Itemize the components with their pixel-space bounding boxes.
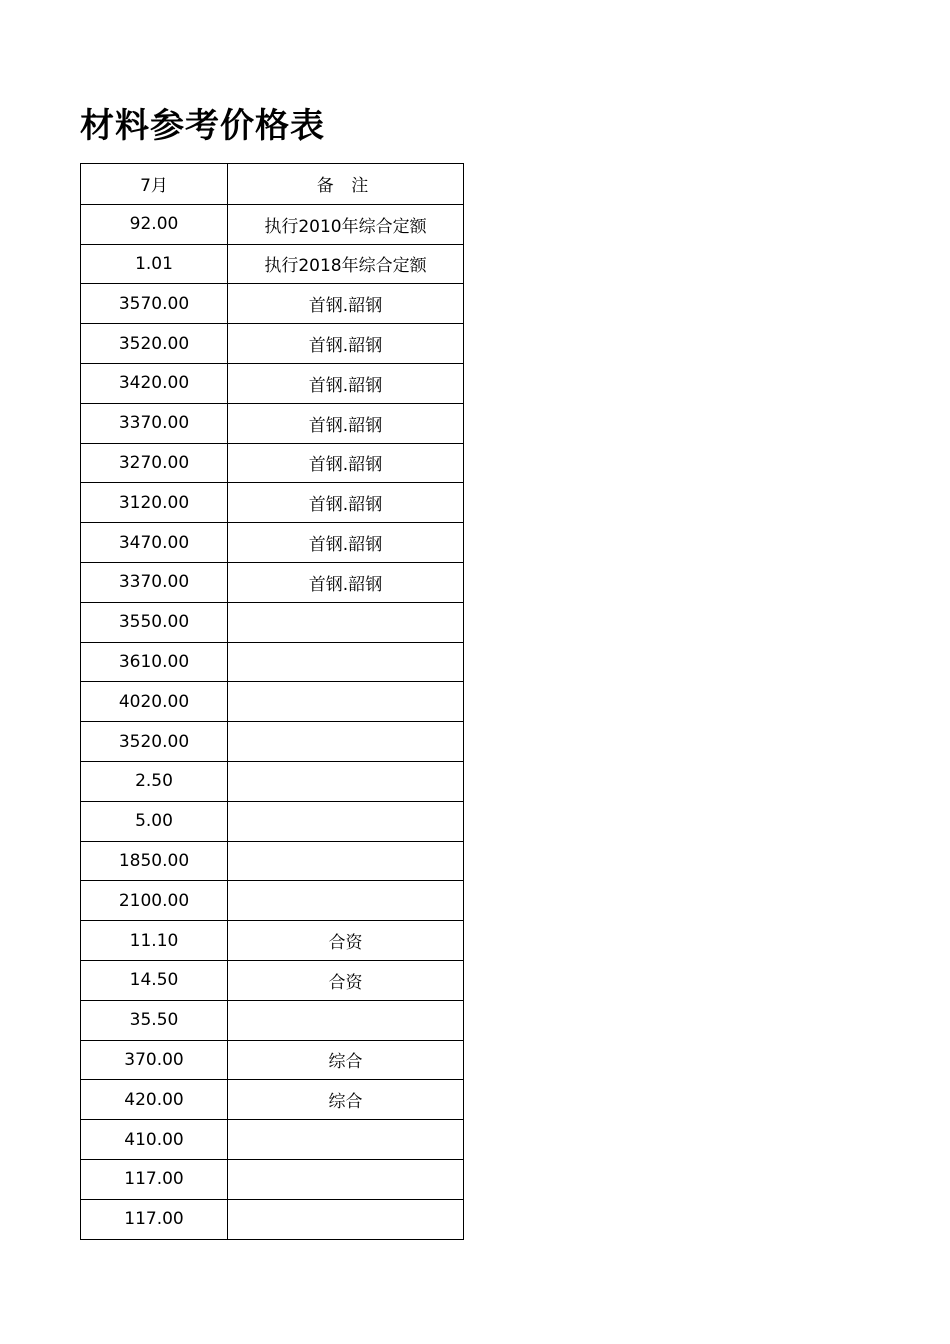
table-row bbox=[81, 523, 464, 563]
table-row bbox=[81, 363, 464, 403]
note-cell bbox=[228, 801, 464, 841]
column-header-note: 备 注 bbox=[228, 164, 464, 205]
note-cell: 综合 bbox=[228, 1040, 464, 1080]
table-row bbox=[81, 1000, 464, 1040]
price-cell: 11.10 bbox=[81, 921, 228, 961]
note-cell bbox=[228, 881, 464, 921]
note-cell bbox=[228, 642, 464, 682]
note-cell: 首钢.韶钢 bbox=[228, 523, 464, 563]
table-row bbox=[81, 841, 464, 881]
table-body bbox=[81, 164, 464, 1240]
note-cell: 首钢.韶钢 bbox=[228, 284, 464, 324]
note-cell bbox=[228, 761, 464, 801]
table-row bbox=[81, 324, 464, 364]
table-row bbox=[81, 722, 464, 762]
table-row bbox=[81, 642, 464, 682]
price-cell: 3270.00 bbox=[81, 443, 228, 483]
table-row bbox=[81, 921, 464, 961]
price-table bbox=[80, 163, 464, 1240]
column-header-price: 7月 bbox=[81, 164, 228, 205]
table-row bbox=[81, 1199, 464, 1239]
note-cell: 首钢.韶钢 bbox=[228, 363, 464, 403]
price-cell: 5.00 bbox=[81, 801, 228, 841]
note-cell: 执行2018年综合定额 bbox=[228, 244, 464, 284]
table-header-row bbox=[81, 164, 464, 205]
table-row bbox=[81, 682, 464, 722]
price-cell: 14.50 bbox=[81, 960, 228, 1000]
note-cell: 首钢.韶钢 bbox=[228, 324, 464, 364]
note-cell bbox=[228, 722, 464, 762]
table-row bbox=[81, 483, 464, 523]
price-cell: 3550.00 bbox=[81, 602, 228, 642]
note-cell: 首钢.韶钢 bbox=[228, 483, 464, 523]
note-cell bbox=[228, 841, 464, 881]
table-row bbox=[81, 761, 464, 801]
price-cell: 3570.00 bbox=[81, 284, 228, 324]
table-row bbox=[81, 403, 464, 443]
note-cell bbox=[228, 602, 464, 642]
note-cell: 执行2010年综合定额 bbox=[228, 204, 464, 244]
price-cell: 3520.00 bbox=[81, 722, 228, 762]
table-row bbox=[81, 443, 464, 483]
table-row bbox=[81, 562, 464, 602]
note-cell: 首钢.韶钢 bbox=[228, 403, 464, 443]
price-cell: 3370.00 bbox=[81, 403, 228, 443]
note-cell: 综合 bbox=[228, 1080, 464, 1120]
price-cell: 2.50 bbox=[81, 761, 228, 801]
price-cell: 4020.00 bbox=[81, 682, 228, 722]
table-row bbox=[81, 960, 464, 1000]
price-cell: 35.50 bbox=[81, 1000, 228, 1040]
price-cell: 3470.00 bbox=[81, 523, 228, 563]
price-cell: 3520.00 bbox=[81, 324, 228, 364]
note-cell: 合资 bbox=[228, 921, 464, 961]
price-cell: 92.00 bbox=[81, 204, 228, 244]
table-row bbox=[81, 602, 464, 642]
price-cell: 117.00 bbox=[81, 1199, 228, 1239]
price-cell: 3120.00 bbox=[81, 483, 228, 523]
note-cell bbox=[228, 1199, 464, 1239]
table-row bbox=[81, 1080, 464, 1120]
note-cell bbox=[228, 1000, 464, 1040]
page-title: 材料参考价格表 bbox=[80, 106, 325, 146]
table-row bbox=[81, 244, 464, 284]
table-row bbox=[81, 1040, 464, 1080]
note-cell: 首钢.韶钢 bbox=[228, 443, 464, 483]
price-cell: 1850.00 bbox=[81, 841, 228, 881]
table-row bbox=[81, 284, 464, 324]
note-cell bbox=[228, 682, 464, 722]
note-cell: 合资 bbox=[228, 960, 464, 1000]
price-cell: 1.01 bbox=[81, 244, 228, 284]
note-cell bbox=[228, 1120, 464, 1160]
price-cell: 420.00 bbox=[81, 1080, 228, 1120]
table-row bbox=[81, 881, 464, 921]
price-cell: 3370.00 bbox=[81, 562, 228, 602]
price-cell: 370.00 bbox=[81, 1040, 228, 1080]
table-row bbox=[81, 801, 464, 841]
price-cell: 2100.00 bbox=[81, 881, 228, 921]
table-row bbox=[81, 1159, 464, 1199]
price-cell: 3420.00 bbox=[81, 363, 228, 403]
price-cell: 410.00 bbox=[81, 1120, 228, 1160]
table-row bbox=[81, 204, 464, 244]
note-cell: 首钢.韶钢 bbox=[228, 562, 464, 602]
price-cell: 3610.00 bbox=[81, 642, 228, 682]
table-row bbox=[81, 1120, 464, 1160]
price-cell: 117.00 bbox=[81, 1159, 228, 1199]
note-cell bbox=[228, 1159, 464, 1199]
